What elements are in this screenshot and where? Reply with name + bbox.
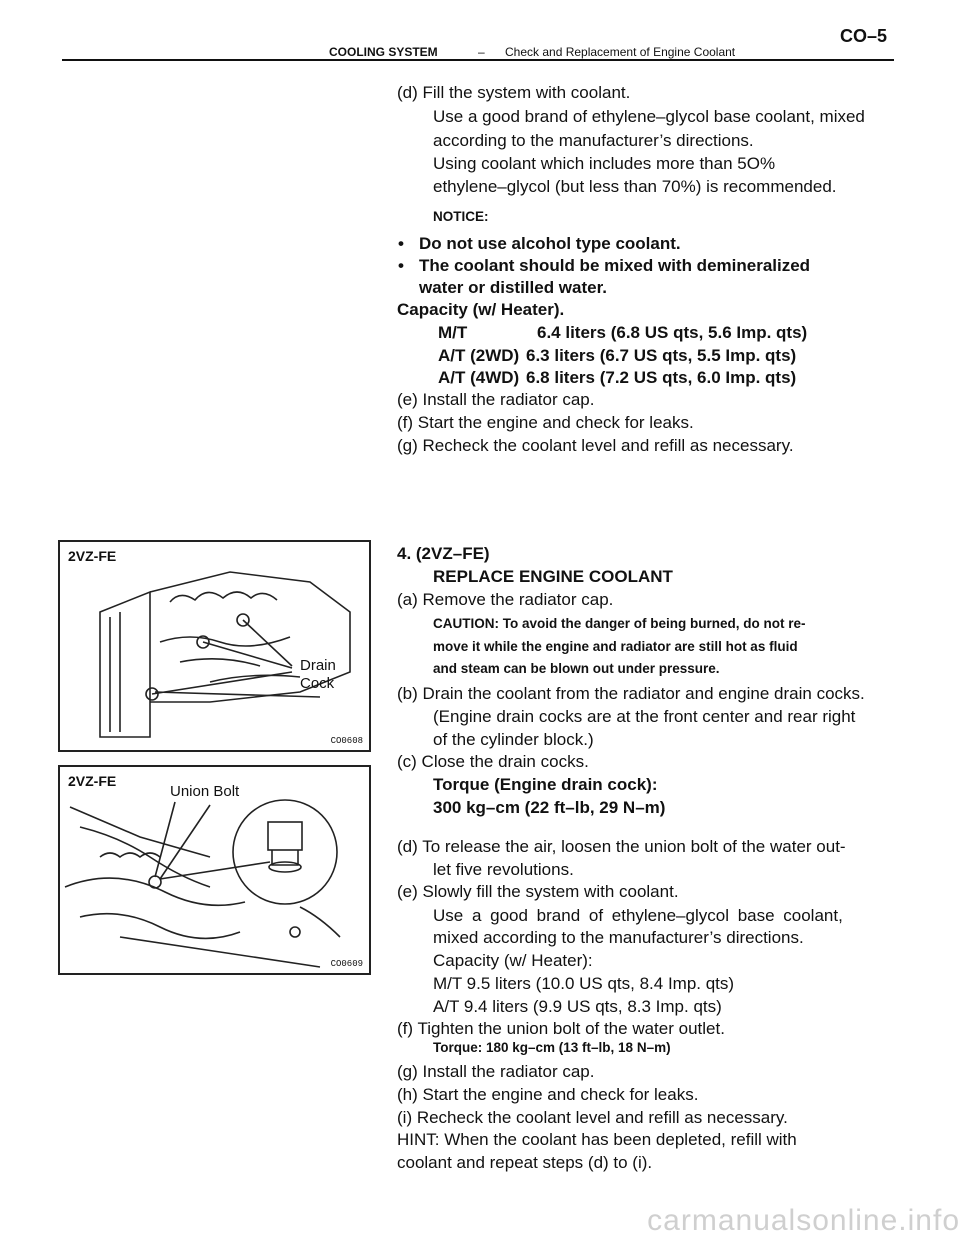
section-title: 4. (2VZ–FE) (397, 544, 490, 563)
text-line: A/T 9.4 liters (9.9 US qts, 8.3 Imp. qts) (433, 997, 722, 1016)
text-line: (Engine drain cocks are at the front center and rear right (433, 707, 856, 726)
header-section: COOLING SYSTEM (329, 45, 438, 59)
bullet-icon: • (398, 234, 404, 253)
header-rule (62, 59, 894, 61)
capacity-label: A/T (2WD) (438, 346, 520, 365)
step-g-recheck: (g) Recheck the coolant level and refill as necessary. (397, 436, 794, 455)
text-line: ethylene–glycol (but less than 70%) is recommended. (433, 177, 837, 196)
text-line: Capacity (w/ Heater): (433, 951, 593, 970)
step-d-fill: (d) Fill the system with coolant. (397, 83, 631, 102)
hint-line: coolant and repeat steps (d) to (i). (397, 1153, 653, 1172)
section-subtitle: REPLACE ENGINE COOLANT (433, 567, 673, 586)
caution-line: move it while the engine and radiator are still hot as fluid (433, 639, 798, 654)
capacity-value: 6.3 liters (6.7 US qts, 5.5 Imp. qts) (526, 346, 797, 365)
step-h-start-engine: (h) Start the engine and check for leaks. (397, 1085, 699, 1104)
capacity-label: A/T (4WD) (438, 368, 520, 387)
capacity-value: 6.4 liters (6.8 US qts, 5.6 Imp. qts) (537, 323, 808, 342)
caution-line: and steam can be blown out under pressure. (433, 661, 720, 676)
notice-bullet-cont: water or distilled water. (419, 278, 608, 297)
figure-code: CO0609 (330, 959, 363, 969)
caution-line: CAUTION: To avoid the danger of being burned, do not re- (433, 616, 806, 631)
capacity-label: M/T (438, 323, 468, 342)
figure-union-bolt (58, 765, 371, 975)
header-dash: – (478, 45, 485, 59)
step-f-start-engine: (f) Start the engine and check for leaks. (397, 413, 694, 432)
step-e-fill: (e) Slowly fill the system with coolant. (397, 882, 679, 901)
bullet-icon: • (398, 256, 404, 275)
text-line: according to the manufacturer’s directions. (433, 131, 754, 150)
engine-radiator-illustration (60, 542, 369, 750)
step-b-drain: (b) Drain the coolant from the radiator and engine drain cocks. (397, 684, 865, 703)
text-line: let five revolutions. (433, 860, 574, 879)
page-number: CO–5 (840, 26, 888, 46)
text-line: of the cylinder block.) (433, 730, 594, 749)
watermark: carmanualsonline.info (647, 1204, 960, 1237)
step-c-close: (c) Close the drain cocks. (397, 752, 589, 771)
step-e-install-cap: (e) Install the radiator cap. (397, 390, 595, 409)
torque-heading: Torque (Engine drain cock): (433, 775, 658, 794)
capacity-value: 6.8 liters (7.2 US qts, 6.0 Imp. qts) (526, 368, 797, 387)
torque-value: 300 kg–cm (22 ft–lb, 29 N–m) (433, 798, 666, 817)
step-i-recheck: (i) Recheck the coolant level and refill as necessary. (397, 1108, 788, 1127)
hint-line: HINT: When the coolant has been depleted, refill with (397, 1130, 797, 1149)
notice-bullet: Do not use alcohol type coolant. (419, 234, 681, 253)
text-line: Use a good brand of ethylene–glycol base coolant, (433, 906, 843, 925)
callout-union-bolt: Union Bolt (170, 783, 240, 800)
notice-heading: NOTICE: (433, 209, 489, 224)
step-d-release-air: (d) To release the air, loosen the union bolt of the water out- (397, 837, 846, 856)
callout-drain: Drain (300, 657, 336, 674)
text-line: mixed according to the manufacturer’s directions. (433, 928, 804, 947)
step-a-remove-cap: (a) Remove the radiator cap. (397, 590, 614, 609)
figure-drain-cock (58, 540, 371, 752)
text-line: M/T 9.5 liters (10.0 US qts, 8.4 Imp. qts) (433, 974, 735, 993)
notice-bullet: The coolant should be mixed with demineralized (419, 256, 811, 275)
torque-spec: Torque: 180 kg–cm (13 ft–lb, 18 N–m) (433, 1040, 671, 1055)
capacity-heading: Capacity (w/ Heater). (397, 300, 565, 319)
header-subtitle: Check and Replacement of Engine Coolant (505, 45, 736, 59)
figure-code: CO0608 (330, 736, 363, 746)
callout-cock: Cock (300, 675, 335, 692)
step-g-install-cap: (g) Install the radiator cap. (397, 1062, 595, 1081)
figure-engine-label: 2VZ-FE (68, 773, 117, 789)
text-line: Use a good brand of ethylene–glycol base coolant, mixed (433, 107, 865, 126)
figure-engine-label: 2VZ-FE (68, 548, 117, 564)
step-f-tighten: (f) Tighten the union bolt of the water outlet. (397, 1019, 725, 1038)
text-line: Using coolant which includes more than 5O% (433, 154, 776, 173)
